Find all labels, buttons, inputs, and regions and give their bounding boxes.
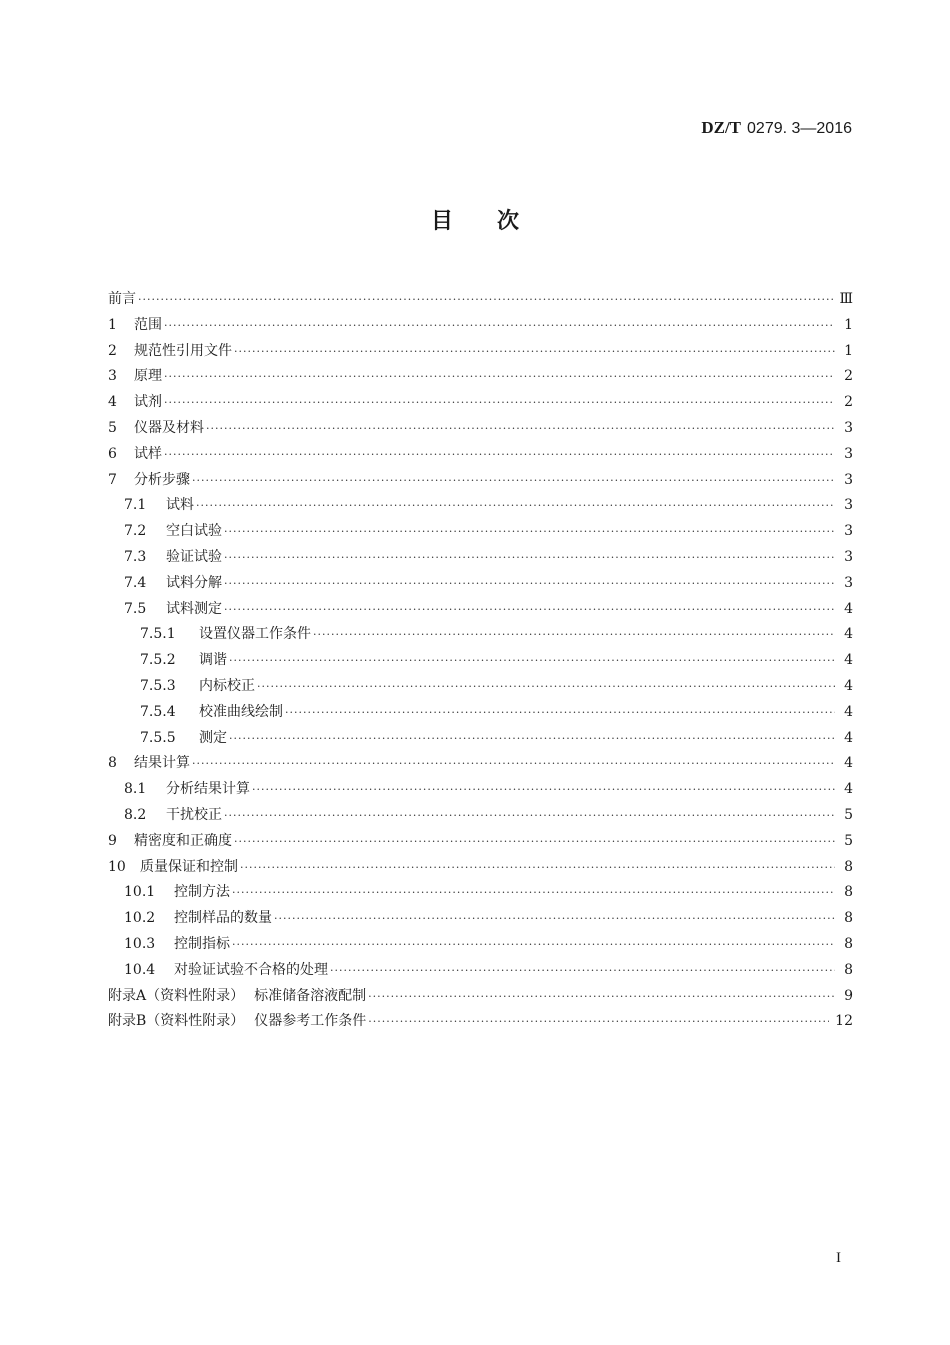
dot-leader (368, 984, 835, 1010)
toc-entry-number: 7.5.1 (140, 626, 176, 643)
dot-leader (164, 364, 835, 390)
toc-entry-page: 3 (844, 471, 853, 488)
toc-entry[interactable] (108, 622, 853, 648)
toc-entry-number: 10.1 (124, 884, 156, 901)
standard-prefix: DZ/T (701, 118, 742, 137)
toc-entry[interactable] (108, 777, 853, 803)
toc-entry[interactable] (108, 803, 853, 829)
toc-entry-page: 5 (844, 832, 853, 849)
toc-entry[interactable] (108, 339, 853, 365)
toc-entry-number: 10.4 (124, 961, 156, 978)
dot-leader (164, 390, 835, 416)
toc-entry[interactable] (108, 442, 853, 468)
toc-entry-number: 6 (108, 445, 117, 462)
dot-leader (224, 803, 835, 829)
toc-entry-page: Ⅲ (839, 291, 853, 307)
page-title: 目次 (430, 209, 563, 234)
dot-leader (274, 906, 835, 932)
toc-entry-label: 测定 (199, 729, 227, 746)
dot-leader (240, 855, 835, 881)
toc-entry-number: 9 (108, 832, 117, 849)
toc-entry-page: 3 (844, 419, 853, 436)
toc-entry-label: 范围 (134, 316, 162, 333)
toc-entry-label: 控制指标 (174, 935, 230, 952)
dot-leader (192, 468, 835, 494)
dot-leader (313, 622, 835, 648)
toc-entry[interactable] (108, 313, 853, 339)
toc-entry-label: 调谐 (199, 652, 227, 669)
dot-leader (224, 597, 835, 623)
toc-entry-page: 4 (844, 652, 853, 669)
toc-entry-number: 5 (108, 419, 117, 436)
toc-entry[interactable] (108, 390, 853, 416)
dot-leader (257, 674, 835, 700)
toc-entry-page: 8 (844, 935, 853, 952)
dot-leader (330, 958, 835, 984)
toc-entry[interactable] (108, 468, 853, 494)
toc-entry-page: 3 (844, 523, 853, 540)
dot-leader (224, 571, 835, 597)
dot-leader (224, 545, 835, 571)
dot-leader (229, 648, 835, 674)
toc-entry-label: 试料测定 (166, 600, 222, 617)
toc-entry-label: 分析步骤 (134, 471, 190, 488)
toc-entry-label: 原理 (134, 368, 162, 385)
toc-entry-number: 附录B（资料性附录） (108, 1013, 245, 1030)
dot-leader (164, 442, 835, 468)
toc-entry-label: 仪器及材料 (134, 419, 204, 436)
toc-entry[interactable] (108, 648, 853, 674)
toc-entry-number: 7.3 (124, 548, 147, 565)
toc-entry-label: 对验证试验不合格的处理 (174, 961, 328, 978)
dot-leader (368, 1009, 829, 1035)
toc-entry-number: 2 (108, 342, 117, 359)
toc-entry-page: 8 (844, 884, 853, 901)
toc-entry-label: 设置仪器工作条件 (199, 626, 311, 643)
toc-entry-label: 分析结果计算 (166, 781, 250, 798)
dot-leader (232, 932, 835, 958)
toc-entry-label: 校准曲线绘制 (199, 703, 283, 720)
toc-entry-page: 4 (844, 703, 853, 720)
toc-entry[interactable] (108, 880, 853, 906)
toc-entry[interactable] (108, 1009, 853, 1035)
toc-entry[interactable] (108, 726, 853, 752)
toc-entry-label: 标准储备溶液配制 (254, 987, 367, 1004)
toc-entry[interactable] (108, 932, 853, 958)
toc-entry-number: 7.2 (124, 523, 147, 540)
dot-leader (164, 313, 835, 339)
toc-entry-number: 7.1 (124, 497, 147, 514)
toc-entry-page: 3 (844, 445, 853, 462)
toc-entry[interactable] (108, 493, 853, 519)
toc-entry[interactable] (108, 984, 853, 1010)
toc-entry-page: 8 (844, 910, 853, 927)
toc-entry-page: 9 (844, 987, 853, 1004)
toc-entry-page: 12 (835, 1013, 853, 1030)
toc-entry[interactable] (108, 287, 853, 313)
toc-entry-number: 8.2 (124, 806, 147, 823)
toc-entry-label: 控制方法 (174, 884, 230, 901)
toc-entry-number: 8.1 (124, 781, 147, 798)
table-of-contents (108, 287, 853, 1035)
dot-leader (234, 339, 835, 365)
toc-entry[interactable] (108, 545, 853, 571)
toc-entry-number: 4 (108, 394, 117, 411)
dot-leader (192, 751, 835, 777)
toc-entry-number: 7.5 (124, 600, 147, 617)
toc-entry-number: 3 (108, 368, 117, 385)
toc-entry-number: 7.5.3 (140, 677, 176, 694)
toc-entry-number: 10 (108, 858, 126, 875)
toc-entry-label: 前言 (108, 291, 136, 307)
toc-entry-label: 试剂 (134, 394, 162, 411)
toc-entry-page: 3 (844, 548, 853, 565)
dot-leader (285, 700, 835, 726)
toc-entry-page: 4 (844, 626, 853, 643)
toc-entry-number: 7.4 (124, 574, 147, 591)
dot-leader (196, 493, 835, 519)
toc-entry-page: 2 (844, 368, 853, 385)
toc-entry-page: 8 (844, 961, 853, 978)
toc-entry-page: 4 (844, 755, 853, 772)
toc-entry[interactable] (108, 597, 853, 623)
toc-entry-page: 4 (844, 729, 853, 746)
toc-entry-label: 控制样品的数量 (174, 910, 272, 927)
toc-entry-page: 2 (844, 394, 853, 411)
toc-entry-number: 附录A（资料性附录） (108, 987, 245, 1004)
toc-entry[interactable] (108, 416, 853, 442)
toc-entry[interactable] (108, 571, 853, 597)
dot-leader (252, 777, 835, 803)
toc-entry[interactable] (108, 674, 853, 700)
toc-entry[interactable] (108, 958, 853, 984)
toc-entry[interactable] (108, 855, 853, 881)
standard-number: 0279. 3—2016 (747, 120, 852, 137)
toc-entry-label: 仪器参考工作条件 (254, 1013, 367, 1030)
toc-entry-page: 3 (844, 497, 853, 514)
toc-entry-number: 7 (108, 471, 117, 488)
dot-leader (232, 880, 835, 906)
toc-entry-label: 空白试验 (166, 523, 222, 540)
toc-entry-page: 4 (844, 677, 853, 694)
toc-entry[interactable] (108, 364, 853, 390)
toc-entry[interactable] (108, 906, 853, 932)
toc-entry-number: 7.5.4 (140, 703, 176, 720)
dot-leader (224, 519, 835, 545)
toc-entry-label: 精密度和正确度 (134, 832, 232, 849)
dot-leader (138, 287, 833, 313)
dot-leader (206, 416, 835, 442)
toc-entry-page: 3 (844, 574, 853, 591)
toc-entry-label: 验证试验 (166, 548, 222, 565)
toc-entry-number: 8 (108, 755, 117, 772)
toc-entry[interactable] (108, 519, 853, 545)
toc-entry-page: 4 (844, 781, 853, 798)
toc-entry-number: 7.5.5 (140, 729, 176, 746)
toc-entry-label: 结果计算 (134, 755, 190, 772)
toc-entry-label: 干扰校正 (166, 806, 222, 823)
standard-code (701, 118, 852, 138)
page-number: I (836, 1250, 841, 1266)
dot-leader (229, 726, 835, 752)
toc-entry-page: 1 (844, 316, 853, 333)
toc-entry-label: 试料分解 (166, 574, 222, 591)
toc-entry[interactable] (108, 829, 853, 855)
toc-entry-page: 4 (844, 600, 853, 617)
toc-entry-number: 7.5.2 (140, 652, 176, 669)
toc-entry-page: 5 (844, 806, 853, 823)
toc-entry-label: 试料 (166, 497, 194, 514)
toc-entry-number: 10.3 (124, 935, 156, 952)
toc-entry-label: 试样 (134, 445, 162, 462)
toc-entry-number: 1 (108, 316, 117, 333)
toc-entry-label: 规范性引用文件 (134, 342, 232, 359)
toc-entry[interactable] (108, 751, 853, 777)
toc-entry-number: 10.2 (124, 910, 156, 927)
dot-leader (234, 829, 835, 855)
toc-entry-label: 质量保证和控制 (140, 858, 238, 875)
toc-entry-page: 1 (844, 342, 853, 359)
toc-entry[interactable] (108, 700, 853, 726)
toc-entry-page: 8 (844, 858, 853, 875)
toc-entry-label: 内标校正 (199, 677, 255, 694)
